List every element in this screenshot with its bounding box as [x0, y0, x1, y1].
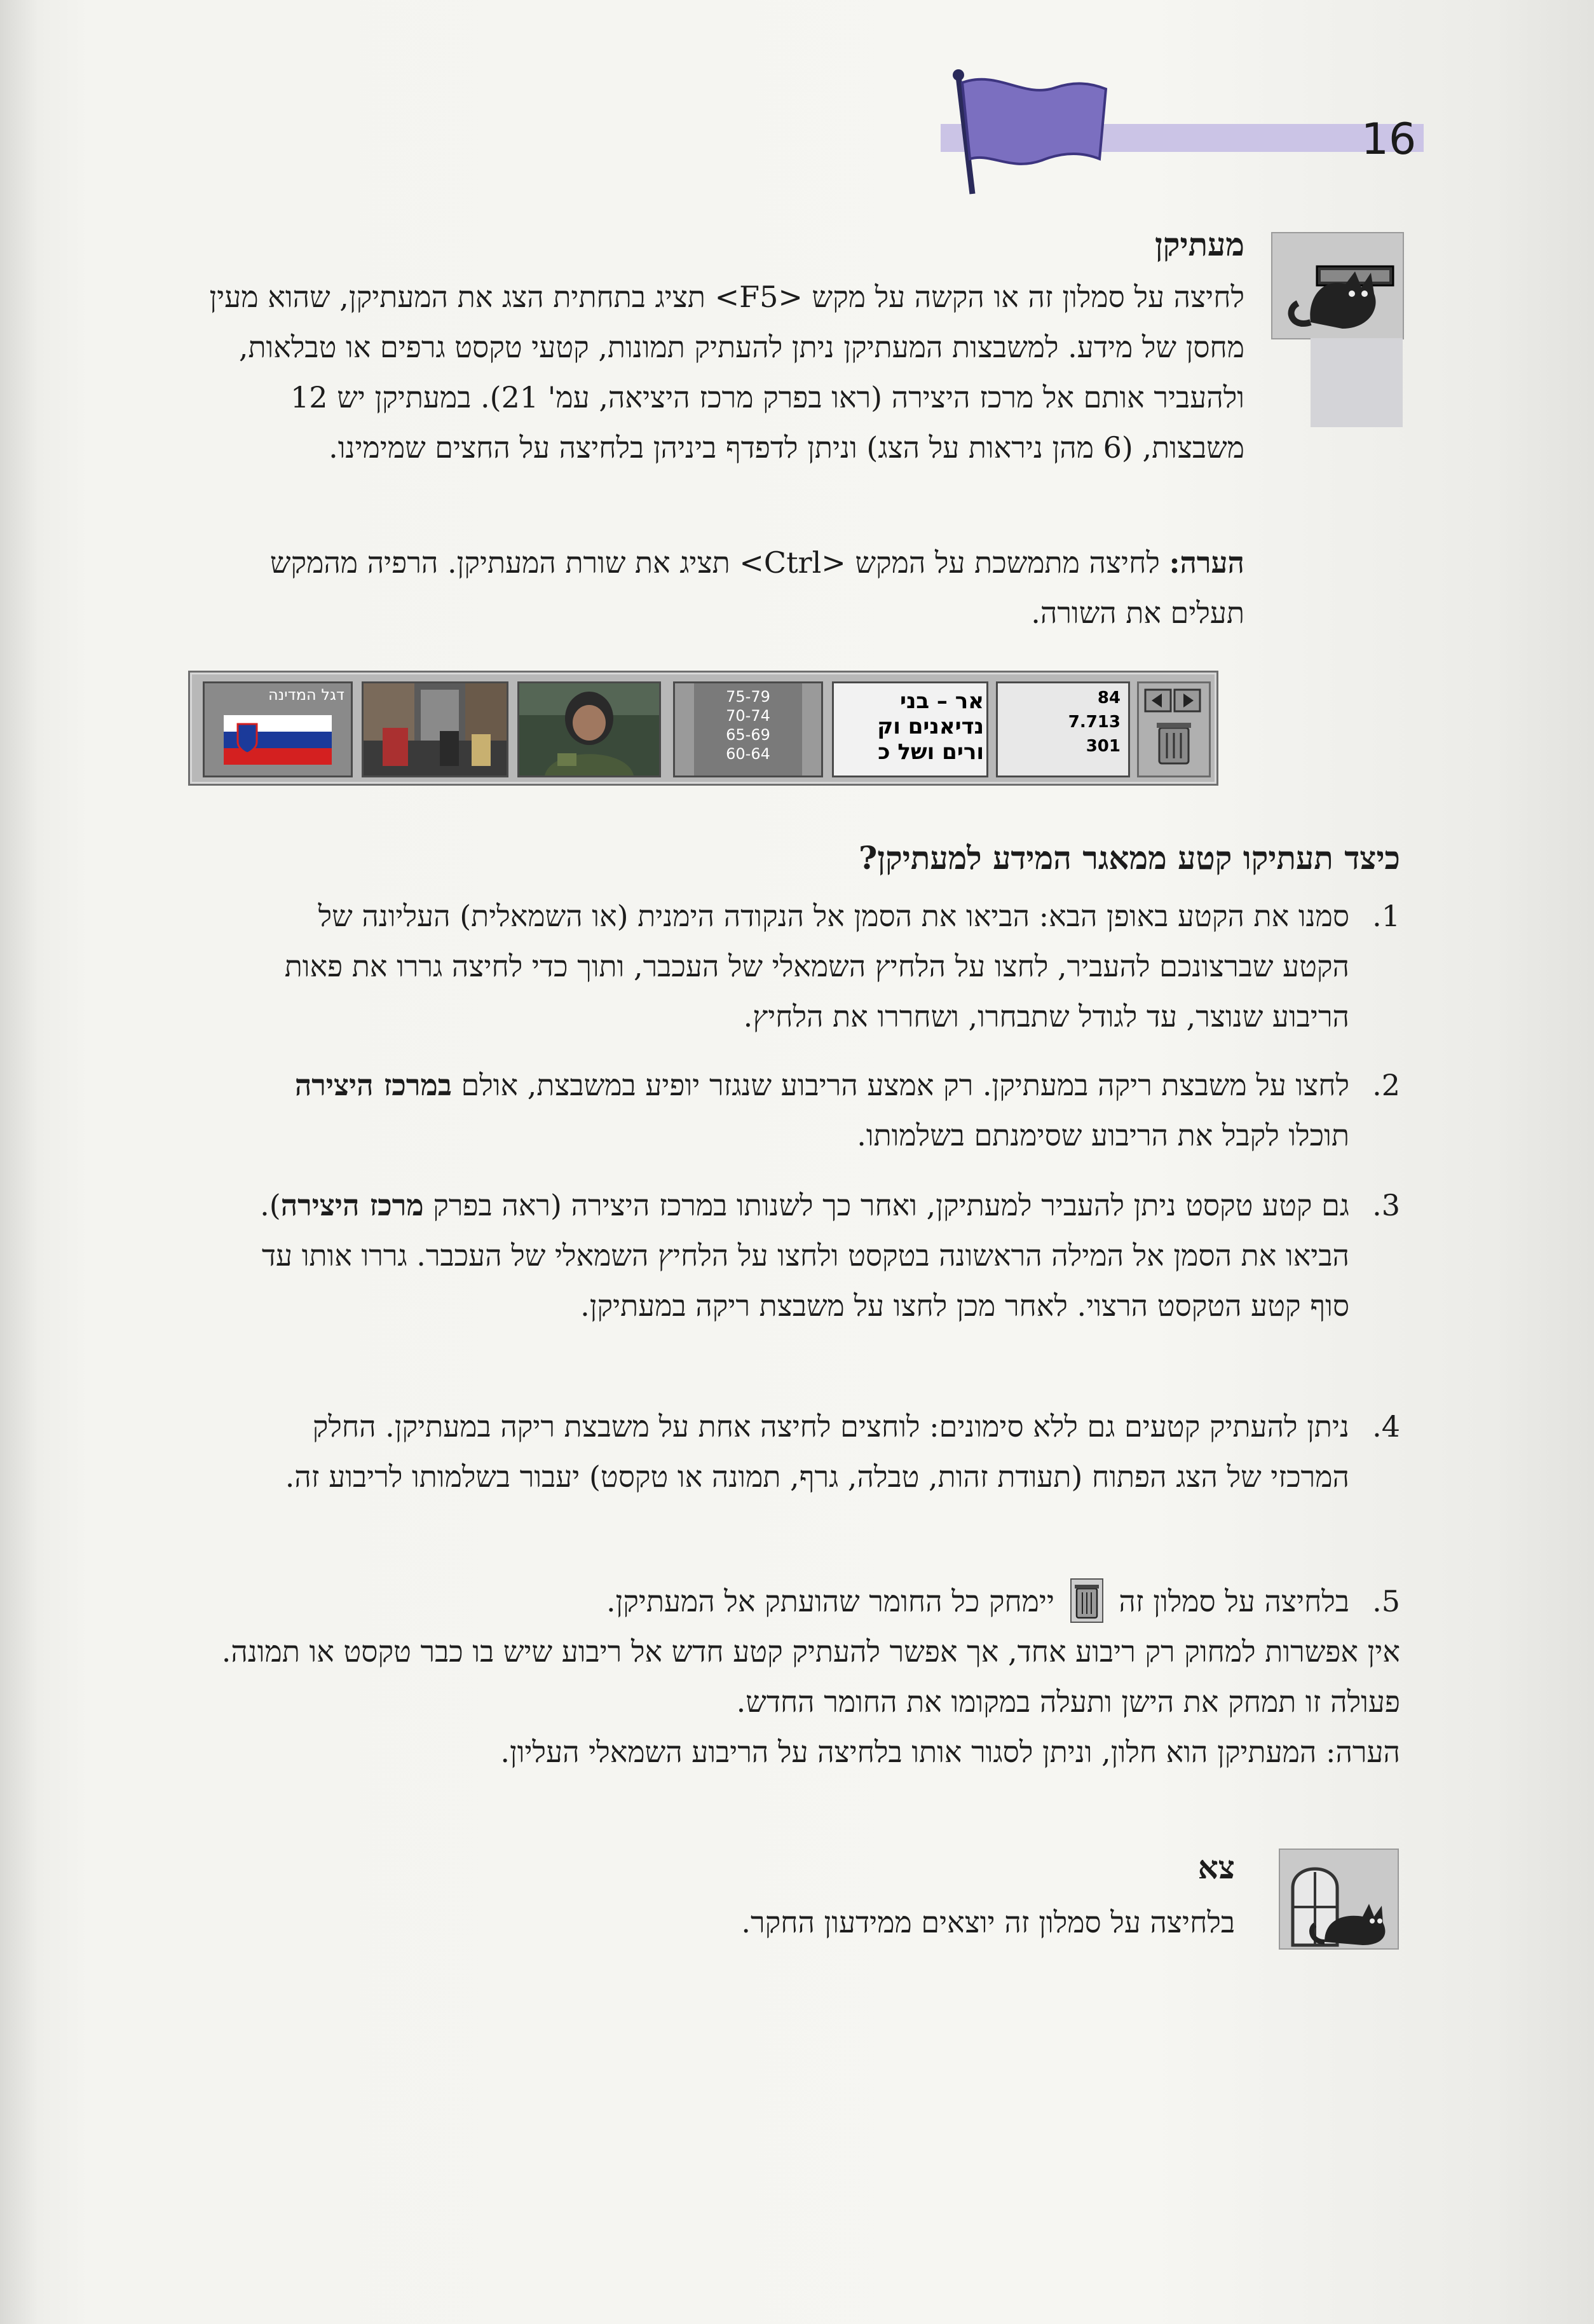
clipboard-cat-icon[interactable] — [1271, 232, 1404, 339]
item-number: 3. — [1372, 1188, 1400, 1222]
item-text — [243, 1576, 1349, 1627]
clipboard-title: מעתיקן — [1154, 226, 1244, 263]
toolbar-slot-numbers[interactable] — [996, 681, 1130, 777]
list-item — [243, 1576, 1400, 1627]
toolbar-slot-photo-person[interactable] — [517, 681, 661, 777]
slot-text-line: נדיאנים וק — [877, 714, 984, 739]
chart-bar-right — [802, 683, 821, 776]
list-item — [243, 891, 1400, 1042]
item-text — [243, 1060, 1349, 1161]
item-number: 1. — [1372, 899, 1400, 933]
range-label: 60-64 — [726, 745, 770, 763]
slot-number: 7.713 — [1068, 713, 1121, 732]
chart-bar-left — [675, 683, 694, 776]
range-label: 70-74 — [726, 707, 770, 725]
item5-continuation: אין אפשרות למחוק רק ריבוע אחד, אך אפשר להעתיק קטע חדש אל ריבוע שיש בו כבר טקסט או תמונה. פעולה זו תמחק את הישן ותעלה במקומו את החומר החדש. — [221, 1634, 1400, 1719]
item-text-part: לחצו על משבצת ריקה במעתיקן. רק אמצע הריבוע שנגזר יופיע במשבצת, אולם — [451, 1068, 1349, 1102]
toolbar-slot-text[interactable] — [832, 681, 988, 777]
toolbar-slot-flag[interactable] — [203, 681, 353, 777]
item-number: 2. — [1372, 1068, 1400, 1102]
page-number: 16 — [1361, 114, 1417, 165]
item-bold-term: במרכז היצירה — [294, 1068, 452, 1102]
exit-door-cat-icon[interactable] — [1279, 1849, 1399, 1950]
item-bold-term: מרכז היצירה — [280, 1188, 424, 1222]
slot-number: 84 — [1097, 688, 1121, 707]
item5-note: הערה: המעתיקן הוא חלון, וניתן לסגור אותו בלחיצה על הריבוע השמאלי העליון. — [500, 1735, 1400, 1769]
exit-description: בלחיצה על סמלון זה יוצאים ממידעון החקר. — [741, 1905, 1235, 1939]
note-text: לחיצה מתמשכת על המקש <Ctrl> תציג את שורת המעתיקן. הרפיה מהמקש תעלים את השורה. — [269, 545, 1244, 630]
item-number: 4. — [1372, 1409, 1400, 1444]
list-item — [243, 1180, 1400, 1331]
list-item — [243, 1060, 1400, 1161]
note-label: הערה: — [1169, 545, 1244, 580]
range-label: 75-79 — [726, 688, 770, 706]
slot-text-line: אר – בני — [899, 688, 984, 714]
clipboard-description: לחיצה על סמלון זה או הקשה על מקש <F5> תציג בתחתית הצג את המעתיקן, שהוא מעין מחסן של מידע. למשבצות המעתיקן ניתן להעתיק תמונות, קטעי טקסט גרפים או טבלאות, ולהעביר אותם אל מרכז היצירה (ראו בפרק מרכז היציאה, עמ' 21). במעתיקן יש 12 משבצות, (6 מהן ניראות על הצג) וניתן לדפדף ביניהן בלחיצה על החצים שמימינו. — [209, 280, 1244, 465]
item-text-part: בלחיצה על סמלון זה — [1119, 1584, 1349, 1618]
exit-title: צא — [1197, 1849, 1235, 1886]
item-text-part: ). הביאו את הסמן אל המילה הראשונה בטקסט ולחצו על הלחיץ השמאלי של העכבר. גררו אותו עד סוף קטע הטקסט הרצוי. לאחר מכן לחצו על משבצת ריקה במעתיקן. — [260, 1188, 1349, 1323]
item-text: ניתן להעתיק קטעים גם ללא סימונים: לוחצים לחיצה אחת על משבצת ריקה במעתיקן. החלק המרכזי של הצג הפתוח (תעודת זהות, טבלה, גרף, תמונה או טקסט) יעבור בשלמותו לריבוע זה. — [285, 1409, 1349, 1494]
item-text-part: יימחק כל החומר שהועתק אל המעתיקן. — [606, 1584, 1055, 1618]
item-text-part: גם קטע טקסט ניתן להעביר למעתיקן, ואחר כך לשנותו במרכז היצירה (ראה בפרק — [423, 1188, 1349, 1222]
toolbar-slot-photo-street[interactable] — [362, 681, 508, 777]
slot-text-line: ורים ושל כ — [878, 739, 984, 765]
range-label: 65-69 — [726, 726, 770, 744]
slot-number: 301 — [1086, 737, 1121, 756]
item-text: סמנו את הקטע באופן הבא: הביאו את הסמן אל הנקודה הימנית (או השמאלית) העליונה של הקטע שברצונכם להעביר, לחצו על הלחיץ השמאלי של העכבר, ותוך כדי לחיצה גררו את פאות הריבוע שנוצר, עד לגודל שתבחרו, ושחררו את הלחיץ. — [284, 899, 1349, 1034]
item-number: 5. — [1372, 1584, 1400, 1618]
item-text-part: תוכלו לקבל את הריבוע שסימנתם בשלמותו. — [857, 1118, 1349, 1152]
item-text — [243, 1180, 1349, 1331]
trash-icon[interactable] — [1070, 1578, 1103, 1623]
slot-flag-title: דגל המדינה — [268, 686, 344, 704]
clipboard-toolbar — [188, 671, 1218, 786]
slovenia-flag-icon — [224, 715, 332, 765]
icon-shadow — [1311, 338, 1403, 427]
toolbar-slot-chart[interactable] — [673, 681, 823, 777]
section-heading: כיצד תעתיקו קטע ממאגר המידע למעתיקן? — [858, 839, 1400, 877]
toolbar-controls — [1137, 681, 1211, 777]
list-item — [243, 1402, 1400, 1502]
clipboard-note — [189, 538, 1244, 638]
flag-icon — [947, 64, 1112, 197]
